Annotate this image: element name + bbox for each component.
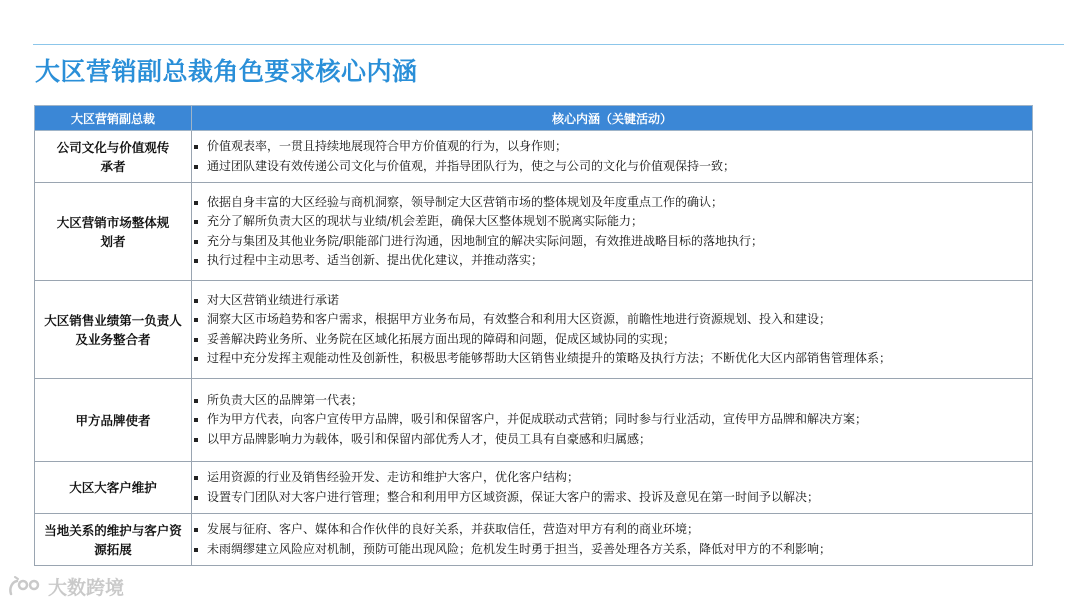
role-name: 当地关系的维护与客户资源拓展 — [35, 514, 192, 566]
role-description — [192, 462, 1033, 514]
role-name: 公司文化与价值观传承者 — [35, 131, 192, 183]
list-item: 运用资源的行业及销售经验开发、走访和维护大客户，优化客户结构； — [192, 468, 1032, 488]
title-rule — [33, 44, 1064, 45]
list-item: 以甲方品牌影响力为载体，吸引和保留内部优秀人才，使员工具有自豪感和归属感； — [192, 430, 1032, 450]
watermark-text: 大数跨境 — [48, 577, 125, 599]
table-row — [35, 514, 1033, 566]
role-description — [192, 131, 1033, 183]
list-item: 所负责大区的品牌第一代表； — [192, 391, 1032, 411]
list-item: 妥善解决跨业务所、业务院在区域化拓展方面出现的障碍和问题，促成区域协同的实现； — [192, 330, 1032, 350]
table-row — [35, 183, 1033, 281]
role-name: 甲方品牌使者 — [35, 379, 192, 462]
table-header-row — [35, 106, 1033, 131]
list-item: 价值观表率，一贯且持续地展现符合甲方价值观的行为，以身作则； — [192, 137, 1032, 157]
list-item: 充分与集团及其他业务院/职能部门进行沟通，因地制宜的解决实际问题，有效推进战略目标的落地执行； — [192, 232, 1032, 252]
role-description — [192, 379, 1033, 462]
role-name: 大区大客户维护 — [35, 462, 192, 514]
role-name: 大区销售业绩第一负责人及业务整合者 — [35, 281, 192, 379]
role-name: 大区营销市场整体规划者 — [35, 183, 192, 281]
table-row — [35, 131, 1033, 183]
list-item: 依据自身丰富的大区经验与商机洞察，领导制定大区营销市场的整体规划及年度重点工作的确认； — [192, 193, 1032, 213]
role-description — [192, 514, 1033, 566]
header-core-content: 核心内涵（关键活动） — [192, 106, 1033, 131]
table-row — [35, 379, 1033, 462]
table-row — [35, 462, 1033, 514]
list-item: 发展与征府、客户、媒体和合作伙伴的良好关系，并获取信任，营造对甲方有利的商业环境； — [192, 520, 1032, 540]
table-row — [35, 281, 1033, 379]
logo-icon — [8, 576, 44, 598]
list-item: 作为甲方代表，向客户宣传甲方品牌，吸引和保留客户，并促成联动式营销；同时参与行业活动，宣传甲方品牌和解决方案； — [192, 410, 1032, 430]
watermark — [8, 573, 124, 600]
list-item: 充分了解所负责大区的现状与业绩/机会差距，确保大区整体规划不脱离实际能力； — [192, 212, 1032, 232]
header-role: 大区营销副总裁 — [35, 106, 192, 131]
list-item: 设置专门团队对大客户进行管理；整合和利用甲方区域资源，保证大客户的需求、投诉及意见在第一时间予以解决； — [192, 488, 1032, 508]
list-item: 执行过程中主动思考、适当创新、提出优化建议，并推动落实； — [192, 251, 1032, 271]
list-item: 对大区营销业绩进行承诺 — [192, 291, 1032, 311]
role-description — [192, 183, 1033, 281]
role-description — [192, 281, 1033, 379]
list-item: 未雨绸缪建立风险应对机制，预防可能出现风险；危机发生时勇于担当，妥善处理各方关系，降低对甲方的不利影响； — [192, 540, 1032, 560]
list-item: 通过团队建设有效传递公司文化与价值观，并指导团队行为，使之与公司的文化与价值观保持一致； — [192, 157, 1032, 177]
list-item: 过程中充分发挥主观能动性及创新性，积极思考能够帮助大区销售业绩提升的策略及执行方法；不断优化大区内部销售管理体系； — [192, 349, 1032, 369]
list-item: 洞察大区市场趋势和客户需求，根据甲方业务布局，有效整合和利用大区资源，前瞻性地进行资源规划、投入和建设； — [192, 310, 1032, 330]
page-title: 大区营销副总裁角色要求核心内涵 — [35, 57, 418, 86]
roles-table — [34, 105, 1033, 566]
